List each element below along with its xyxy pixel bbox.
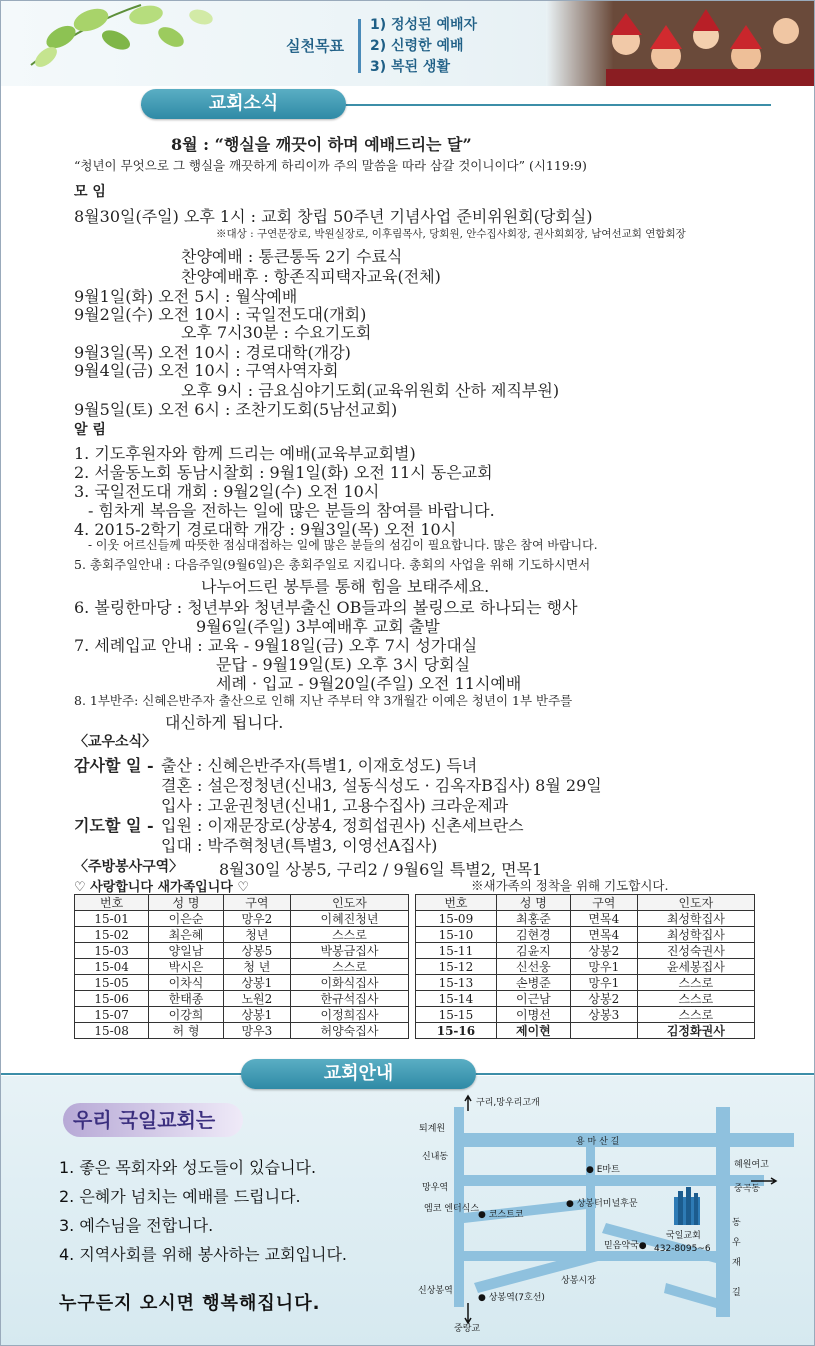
table-cell: 15-09 <box>416 911 497 927</box>
meeting-line: 찬양예배후 : 항존직피택자교육(전체) <box>181 267 441 286</box>
map-label-top-road: 구리,망우리고개 <box>476 1098 540 1108</box>
table-cell: 윤세봉집사 <box>637 959 754 975</box>
table-cell: 김정화권사 <box>637 1023 754 1039</box>
meeting-line: 9월4일(금) 오전 10시 : 구역사역자회 <box>74 361 339 380</box>
table-cell: 양일남 <box>149 943 224 959</box>
map-label-sangbong-station: ● 상봉역(7호선) <box>478 1293 545 1303</box>
table-cell: 면목4 <box>570 927 637 943</box>
notice-line: 대신하게 됩니다. <box>165 713 284 732</box>
table-body <box>416 911 755 1039</box>
table-row <box>75 927 409 943</box>
meetings-heading: 모 임 <box>74 184 106 200</box>
goal-item: 1) 정성된 예배자 <box>370 17 478 33</box>
meeting-line: 9월2일(수) 오전 10시 : 국일전도대(개회) <box>74 305 367 324</box>
table-cell: 신선웅 <box>496 959 570 975</box>
table-cell: 이근남 <box>496 991 570 1007</box>
notice-line: 2. 서울동노회 동남시찰회 : 9월1일(화) 오전 11시 동은교회 <box>74 463 493 482</box>
goal-item: 2) 신령한 예배 <box>370 38 464 54</box>
thanks-item: 결혼 : 설은정청년(신내3, 설동식성도 · 김옥자B집사) 8월 29일 <box>161 776 602 795</box>
table-cell: 15-11 <box>416 943 497 959</box>
table-cell: 상봉1 <box>223 1007 290 1023</box>
table-cell: 박봉금집사 <box>290 943 408 959</box>
table-cell: 망우1 <box>570 959 637 975</box>
table-cell: 최성학집사 <box>637 911 754 927</box>
meeting-line: 9월5일(토) 오전 6시 : 조찬기도회(5남선교회) <box>74 400 398 419</box>
notices-heading: 알 림 <box>74 422 106 438</box>
table-cell: 박시은 <box>149 959 224 975</box>
header-banner <box>1 1 815 86</box>
table-body <box>75 911 409 1039</box>
notice-line: 6. 볼링한마당 : 청년부와 청년부출신 OB들과의 볼링으로 하나되는 행사 <box>74 598 578 617</box>
arrow-down-icon <box>465 1303 471 1323</box>
map-label-mangu-station: 망우역 <box>422 1183 449 1193</box>
meeting-line: 9월1일(화) 오전 5시 : 월삭예배 <box>74 287 298 306</box>
welcome-item: 4. 지역사회를 위해 봉사하는 교회입니다. <box>59 1245 347 1264</box>
table-cell: 15-07 <box>75 1007 149 1023</box>
table-cell: 15-01 <box>75 911 149 927</box>
table-header-row <box>416 895 755 911</box>
table-cell: 진성숙권사 <box>637 943 754 959</box>
map-label-sinnae: 신내동 <box>422 1152 449 1162</box>
prayer-item: 입원 : 이재문장로(상봉4, 정희섭권사) 신촌세브란스 <box>161 816 524 835</box>
arrow-up-icon <box>465 1096 471 1111</box>
map-label-dongu-road: 재 <box>732 1258 741 1268</box>
table-cell: 청년 <box>223 927 290 943</box>
table-cell: 15-05 <box>75 975 149 991</box>
notice-line: 7. 세례입교 안내 : 교육 - 9월18일(금) 오후 7시 성가대실 <box>74 636 478 655</box>
table-cell: 한태종 <box>149 991 224 1007</box>
thanks-item: 입사 : 고윤권청년(신내1, 고용수집사) 크라운제과 <box>161 796 509 815</box>
welcome-list <box>59 1153 347 1269</box>
table-row <box>416 927 755 943</box>
meeting-line: 찬양예배 : 통큰통독 2기 수료식 <box>181 247 403 266</box>
notice-line: 4. 2015-2학기 경로대학 개강 : 9월3일(목) 오전 10시 <box>74 520 457 539</box>
prayer-item: 입대 : 박주혁청년(특별3, 이영선A집사) <box>161 836 438 855</box>
table-cell <box>570 1023 637 1039</box>
meeting-line: 8월30일(주일) 오후 1시 : 교회 창립 50주년 기념사업 준비위원회(당회실) <box>74 207 593 226</box>
table-row <box>75 943 409 959</box>
notice-line: 세례 · 입교 - 9월20일(주일) 오전 11시예배 <box>216 674 522 693</box>
table-cell: 15-03 <box>75 943 149 959</box>
map-label-dongu-road: 우 <box>732 1238 741 1248</box>
map-label-dongu-road: 동 <box>732 1218 741 1228</box>
table-cell: 이혜진청년 <box>290 911 408 927</box>
table-row <box>75 975 409 991</box>
map-label-main-road: 용 마 산 길 <box>576 1137 620 1147</box>
table-cell: 한규석집사 <box>290 991 408 1007</box>
table-cell: 이은순 <box>149 911 224 927</box>
map-label-dongu-road: 길 <box>732 1288 741 1298</box>
table-cell: 스스로 <box>637 991 754 1007</box>
table-row <box>416 1007 755 1023</box>
table-cell: 손병준 <box>496 975 570 991</box>
newfamily-table-left <box>74 894 409 1039</box>
col-header: 인도자 <box>637 895 754 911</box>
map-label-sinsangbong: 신상봉역 <box>418 1286 453 1296</box>
table-header-row <box>75 895 409 911</box>
table-cell: 최홍준 <box>496 911 570 927</box>
welcome-item: 2. 은혜가 넘치는 예배를 드립니다. <box>59 1187 301 1206</box>
map-label-junglang: 중랑교 <box>454 1324 481 1333</box>
fellowship-heading: 〈교우소식〉 <box>74 734 157 750</box>
table-cell: 15-10 <box>416 927 497 943</box>
meeting-line: ※대상 : 구연문장로, 박원실장로, 이후림목사, 당회원, 안수집사회장, 권사회회장, 남여선교회 연합회장 <box>216 228 686 240</box>
table-cell: 15-06 <box>75 991 149 1007</box>
table-row <box>75 1023 409 1039</box>
meeting-line: 오후 7시30분 : 수요기도회 <box>181 323 372 342</box>
month-theme: 8월 : “행실을 깨끗이 하며 예배드리는 달” <box>171 135 472 154</box>
table-row <box>416 1023 755 1039</box>
map-label-yeongo: 엠코 엔터식스 <box>424 1204 480 1214</box>
table-cell: 이명선 <box>496 1007 570 1023</box>
welcome-closing: 누구든지 오시면 행복해집니다. <box>59 1293 321 1314</box>
section-title-news: 교회소식 <box>141 89 346 119</box>
notice-line: 8. 1부반주: 신혜은반주자 출산으로 인해 지난 주부터 약 3개월간 이예은 청년이 1부 반주를 <box>74 693 573 708</box>
goal-item: 3) 복된 생활 <box>370 59 450 75</box>
notice-line: 9월6일(주일) 3부예배후 교회 출발 <box>196 617 440 636</box>
notice-line: - 힘차게 복음을 전하는 일에 많은 분들의 참여를 바랍니다. <box>88 501 495 520</box>
table-cell: 제이현 <box>496 1023 570 1039</box>
table-cell: 노원2 <box>223 991 290 1007</box>
table-cell: 허 형 <box>149 1023 224 1039</box>
map-label-hyewon: 혜원여고 <box>734 1160 769 1170</box>
thanks-label: 감사할 일 - <box>74 756 154 775</box>
notice-line: 문답 - 9월19일(토) 오후 3시 당회실 <box>216 655 471 674</box>
map-label-sangbong-market: 상봉시장 <box>561 1276 596 1286</box>
table-cell: 이화식집사 <box>290 975 408 991</box>
goal-title: 실천목표 <box>286 37 344 55</box>
col-header: 구역 <box>570 895 637 911</box>
table-cell: 상봉1 <box>223 975 290 991</box>
leaves-decoration-icon <box>21 1 251 75</box>
table-cell: 15-08 <box>75 1023 149 1039</box>
col-header: 번호 <box>75 895 149 911</box>
table-cell: 망우3 <box>223 1023 290 1039</box>
table-cell: 허양숙집사 <box>290 1023 408 1039</box>
table-cell: 망우2 <box>223 911 290 927</box>
prayer-label: 기도할 일 - <box>74 816 154 835</box>
church-building-icon <box>674 1187 700 1225</box>
table-row <box>416 943 755 959</box>
notice-line: 3. 국일전도대 개회 : 9월2일(수) 오전 10시 <box>74 482 380 501</box>
meeting-line: 오후 9시 : 금요심야기도회(교육위원회 산하 제직부원) <box>181 381 560 400</box>
col-header: 구역 <box>223 895 290 911</box>
notice-line: 1. 기도후원자와 함께 드리는 예배(교육부교회별) <box>74 444 416 463</box>
location-map <box>416 1093 801 1333</box>
table-cell: 상봉3 <box>570 1007 637 1023</box>
choir-photo-image <box>546 1 815 86</box>
table-cell: 스스로 <box>637 975 754 991</box>
map-label-pharmacy: 믿음약국● <box>604 1241 647 1251</box>
newfamily-title: ♡ 사랑합니다 새가족입니다 ♡ <box>74 880 250 895</box>
map-label-church: 국일교회 <box>666 1231 701 1241</box>
notice-line: 5. 총회주일안내 : 다음주일(9월6일)은 총회주일로 지킵니다. 총회의 사업을 위해 기도하시면서 <box>74 557 591 572</box>
map-road-yongmasan <box>454 1133 794 1147</box>
table-row <box>75 911 409 927</box>
col-header: 성 명 <box>149 895 224 911</box>
map-label-junggok: 중곡동 <box>734 1184 761 1194</box>
table-cell: 15-14 <box>416 991 497 1007</box>
table-cell: 이강희 <box>149 1007 224 1023</box>
map-label-terminal: ● 상봉터미널후문 <box>566 1199 638 1209</box>
table-cell: 상봉5 <box>223 943 290 959</box>
table-cell: 15-16 <box>416 1023 497 1039</box>
newfamily-table-right <box>415 894 755 1039</box>
table-row <box>416 959 755 975</box>
table-cell: 스스로 <box>637 1007 754 1023</box>
table-cell: 망우1 <box>570 975 637 991</box>
table-cell: 상봉2 <box>570 991 637 1007</box>
table-row <box>75 1007 409 1023</box>
map-road-diag4 <box>664 1283 716 1308</box>
table-cell: 이차식 <box>149 975 224 991</box>
thanks-item: 출산 : 신혜은반주자(특별1, 이재호성도) 득녀 <box>161 756 478 775</box>
table-cell: 상봉2 <box>570 943 637 959</box>
goal-divider <box>358 19 361 73</box>
table-cell: 청 년 <box>223 959 290 975</box>
notice-line: 나누어드린 봉투를 통해 힘을 보태주세요. <box>201 577 490 596</box>
col-header: 번호 <box>416 895 497 911</box>
table-cell: 15-13 <box>416 975 497 991</box>
table-cell: 스스로 <box>290 927 408 943</box>
table-row <box>416 975 755 991</box>
table-cell: 스스로 <box>290 959 408 975</box>
table-cell: 15-12 <box>416 959 497 975</box>
map-label-emart: ● E마트 <box>586 1165 620 1175</box>
section-title-guide: 교회안내 <box>241 1059 476 1089</box>
table-row <box>416 911 755 927</box>
welcome-item: 3. 예수님을 전합니다. <box>59 1216 214 1235</box>
meeting-line: 9월3일(목) 오전 10시 : 경로대학(개강) <box>74 343 351 362</box>
table-cell: 15-04 <box>75 959 149 975</box>
table-cell: 최은혜 <box>149 927 224 943</box>
bible-verse: “청년이 무엇으로 그 행실을 깨끗하게 하리이까 주의 말씀을 따라 삼갈 것이니이다” (시119:9) <box>74 158 587 173</box>
table-cell: 김현경 <box>496 927 570 943</box>
col-header: 인도자 <box>290 895 408 911</box>
welcome-title: 우리 국일교회는 <box>63 1103 243 1137</box>
table-cell: 15-15 <box>416 1007 497 1023</box>
table-row <box>416 991 755 1007</box>
table-cell: 15-02 <box>75 927 149 943</box>
kitchen-schedule: 8월30일 상봉5, 구리2 / 9월6일 특별2, 면목1 <box>219 860 543 879</box>
table-cell: 이정희집사 <box>290 1007 408 1023</box>
table-cell: 김윤지 <box>496 943 570 959</box>
table-row <box>75 991 409 1007</box>
table-row <box>75 959 409 975</box>
col-header: 성 명 <box>496 895 570 911</box>
map-road-dongu <box>716 1107 730 1317</box>
kitchen-label: 〈주방봉사구역〉 <box>74 859 184 875</box>
table-cell: 최성학집사 <box>637 927 754 943</box>
map-label-toegyewon: 퇴계원 <box>419 1124 446 1134</box>
map-label-costco: ● 코스트코 <box>478 1210 524 1220</box>
newfamily-note: ※새가족의 정착을 위해 기도합시다. <box>471 878 669 893</box>
table-cell: 면목4 <box>570 911 637 927</box>
map-label-phone: 432-8095~6 <box>654 1244 711 1254</box>
notice-line: - 이웃 어르신들께 따뜻한 점심대접하는 일에 많은 분들의 섬김이 필요합니다. 많은 참여 바랍니다. <box>88 538 598 552</box>
welcome-item: 1. 좋은 목회자와 성도들이 있습니다. <box>59 1158 317 1177</box>
goal-list <box>370 15 477 78</box>
